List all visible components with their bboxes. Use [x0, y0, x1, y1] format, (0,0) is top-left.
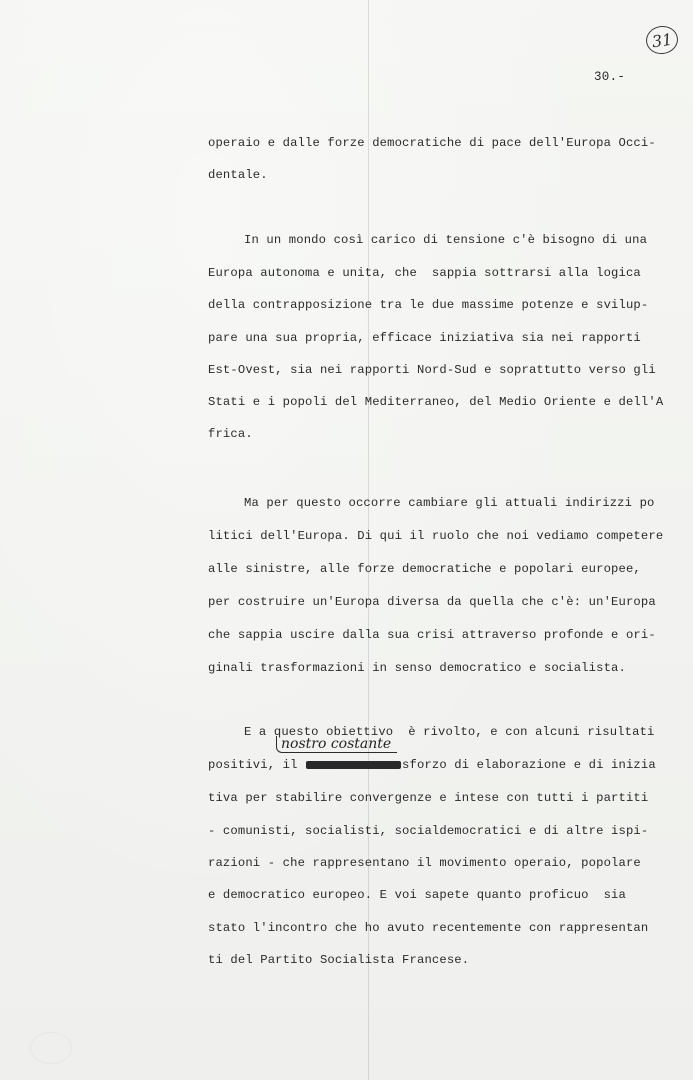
text-line: ti del Partito Socialista Francese.	[208, 953, 470, 967]
text-line-with-strikeout	[208, 757, 656, 773]
text-line: che sappia uscire dalla sua crisi attraverso profonde e ori-	[208, 628, 656, 642]
text-line: razioni - che rappresentano il movimento operaio, popolare	[208, 856, 641, 870]
faint-watermark-mark	[30, 1032, 72, 1064]
text-line: dentale.	[208, 168, 268, 182]
redacted-word	[306, 761, 401, 769]
text-line: tiva per stabilire convergenze e intese con tutti i partiti	[208, 791, 649, 805]
text-line: Ma per questo occorre cambiare gli attuali indirizzi po	[244, 496, 655, 510]
text-line: E a questo obiettivo è rivolto, e con alcuni risultati	[244, 725, 655, 739]
text-line: per costruire un'Europa diversa da quella che c'è: un'Europa	[208, 595, 656, 609]
text-line: In un mondo così carico di tensione c'è bisogno di una	[244, 233, 648, 247]
text-line: Stati e i popoli del Mediterraneo, del Medio Oriente e dell'A	[208, 395, 664, 409]
text-line: operaio e dalle forze democratiche di pace dell'Europa Occi-	[208, 136, 656, 150]
text-line: litici dell'Europa. Di qui il ruolo che noi vediamo competere	[208, 529, 664, 543]
text-line: stato l'incontro che ho avuto recentemente con rappresentan	[208, 921, 649, 935]
text-line: frica.	[208, 427, 253, 441]
handwritten-page-stamp	[644, 24, 680, 56]
text-line: Est-Ovest, sia nei rapporti Nord-Sud e soprattutto verso gli	[208, 363, 656, 377]
text-line: alle sinistre, alle forze democratiche e popolari europee,	[208, 562, 641, 576]
text-segment: sforzo di elaborazione e di inizia	[402, 758, 656, 772]
text-line: pare una sua propria, efficace iniziativa sia nei rapporti	[208, 331, 641, 345]
text-line: Europa autonoma e unita, che sappia sottrarsi alla logica	[208, 266, 641, 280]
text-line: della contrapposizione tra le due massime potenze e svilup-	[208, 298, 649, 312]
text-line: ginali trasformazioni in senso democratico e socialista.	[208, 661, 626, 675]
stamp-number: 31	[650, 29, 674, 51]
text-line: e democratico europeo. E voi sapete quanto proficuo sia	[208, 888, 626, 902]
handwritten-insertion: nostro costante	[276, 736, 397, 753]
text-line: - comunisti, socialisti, socialdemocratici e di altre ispi-	[208, 824, 649, 838]
page-number: 30.-	[594, 70, 626, 84]
text-segment: positivi, il	[208, 758, 306, 772]
